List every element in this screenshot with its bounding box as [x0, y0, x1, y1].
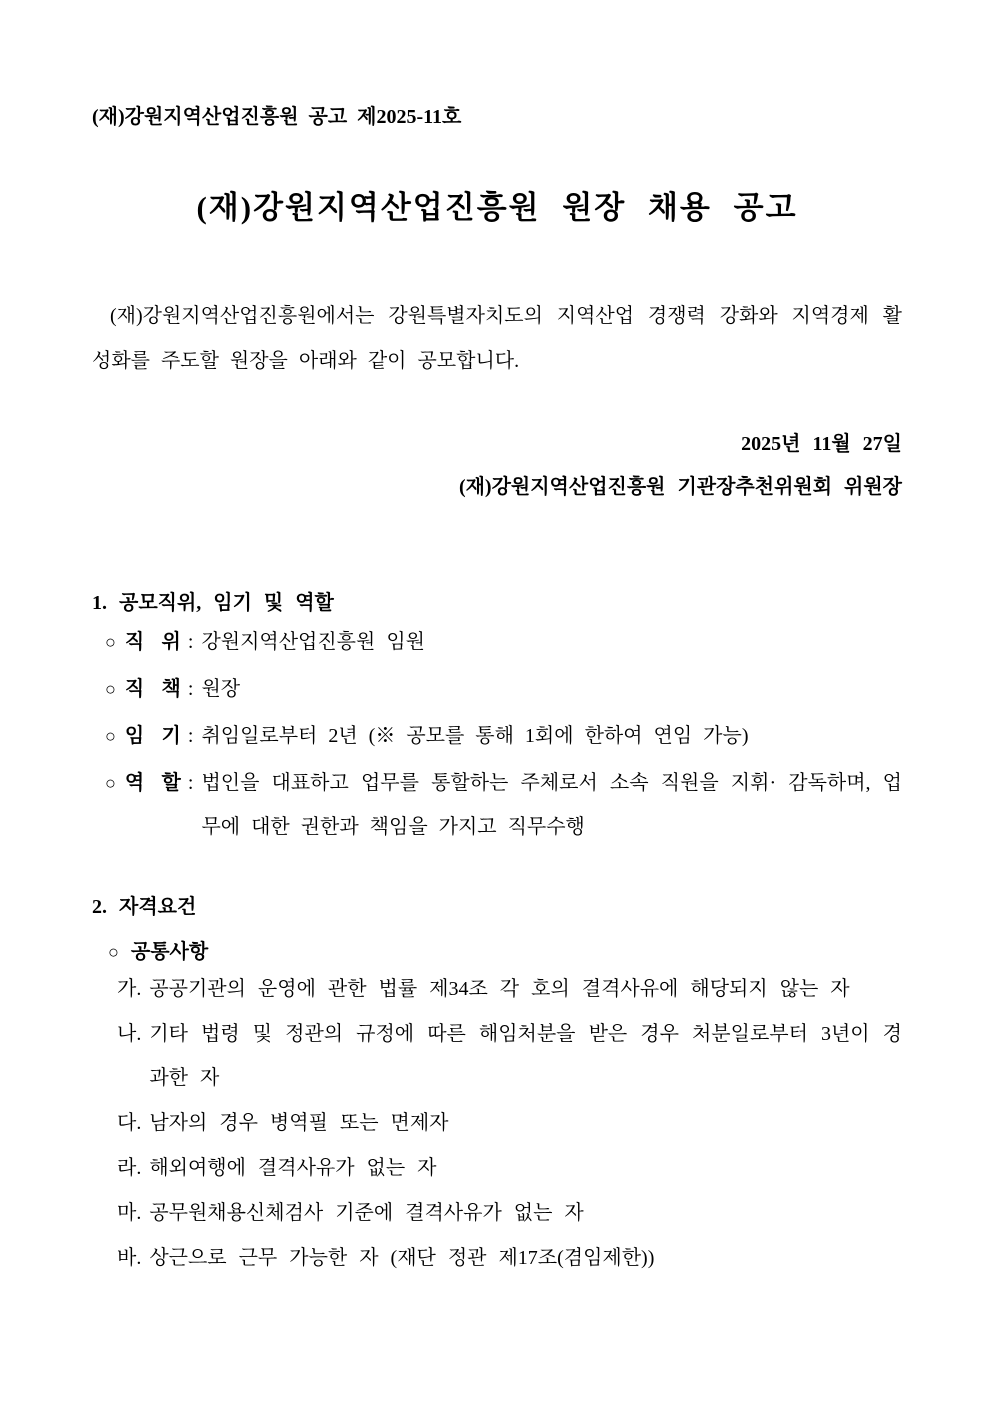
item-marker: 다. — [117, 1112, 142, 1134]
qualification-item — [92, 1236, 902, 1280]
item-marker: 가. — [117, 978, 142, 1000]
item-text: 남자의 경우 병역필 또는 면제자 — [149, 1112, 449, 1134]
item-text: 상근으로 근무 가능한 자 (재단 정관 제17조(겸임제한)) — [149, 1247, 655, 1269]
item-colon: : — [187, 772, 194, 794]
item-value: 법인을 대표하고 업무를 통할하는 주체로서 소속 직원을 지휘· 감독하며, 업무에 대한 권한과 책임을 가지고 직무수행 — [201, 772, 902, 838]
item-label: 직 책 — [124, 678, 181, 700]
list-item-term — [92, 714, 902, 758]
item-text: 공공기관의 운영에 관한 법률 제34조 각 호의 결격사유에 해당되지 않는 자 — [149, 978, 850, 1000]
qualification-item — [92, 1101, 902, 1145]
item-text: 기타 법령 및 정관의 규정에 따른 해임처분을 받은 경우 처분일로부터 3년이 경과한 자 — [149, 1023, 902, 1089]
issuer-signature: (재)강원지역산업진흥원 기관장추천위원회 위원장 — [458, 476, 902, 498]
qualification-item — [92, 1012, 902, 1100]
item-value: 원장 — [201, 678, 241, 700]
announcement-date: 2025년 11월 27일 — [741, 433, 902, 455]
section-position-term-role — [92, 589, 902, 849]
item-label: 역 할 — [124, 772, 181, 794]
subsection-common — [92, 938, 902, 966]
circle-bullet: ○ — [108, 942, 119, 962]
section1-heading: 1. 공모직위, 임기 및 역할 — [92, 592, 334, 614]
item-marker: 라. — [117, 1157, 142, 1179]
doc-number: (재)강원지역산업진흥원 공고 제2025-11호 — [92, 106, 462, 128]
qualification-item — [92, 1191, 902, 1235]
item-colon: : — [187, 725, 194, 747]
item-colon: : — [187, 678, 194, 700]
circle-bullet: ○ — [105, 632, 116, 652]
section2-heading: 2. 자격요건 — [92, 896, 197, 918]
list-item-role — [92, 761, 902, 849]
subsection-heading: 공통사항 — [130, 941, 209, 963]
item-text: 공무원채용신체검사 기준에 결격사유가 없는 자 — [149, 1202, 584, 1224]
item-label: 임 기 — [124, 725, 181, 747]
section-qualifications — [92, 893, 902, 1280]
circle-bullet: ○ — [105, 726, 116, 746]
circle-bullet: ○ — [105, 773, 116, 793]
list-item-job-title — [92, 667, 902, 711]
item-value: 강원지역산업진흥원 임원 — [201, 631, 425, 653]
page-title: (재)강원지역산업진흥원 원장 채용 공고 — [196, 190, 798, 225]
list-item-position — [92, 620, 902, 664]
circle-bullet: ○ — [105, 679, 116, 699]
item-marker: 마. — [117, 1202, 142, 1224]
item-marker: 바. — [117, 1247, 142, 1269]
intro-paragraph: (재)강원지역산업진흥원에서는 강원특별자치도의 지역산업 경쟁력 강화와 지역경제 활성화를 주도할 원장을 아래와 같이 공모합니다. — [92, 305, 902, 372]
qualification-item — [92, 1146, 902, 1190]
qualification-item — [92, 967, 902, 1011]
item-text: 해외여행에 결격사유가 없는 자 — [149, 1157, 437, 1179]
item-value: 취임일로부터 2년 (※ 공모를 통해 1회에 한하여 연임 가능) — [201, 725, 749, 747]
item-label: 직 위 — [124, 631, 181, 653]
item-colon: : — [187, 631, 194, 653]
item-marker: 나. — [117, 1023, 142, 1045]
